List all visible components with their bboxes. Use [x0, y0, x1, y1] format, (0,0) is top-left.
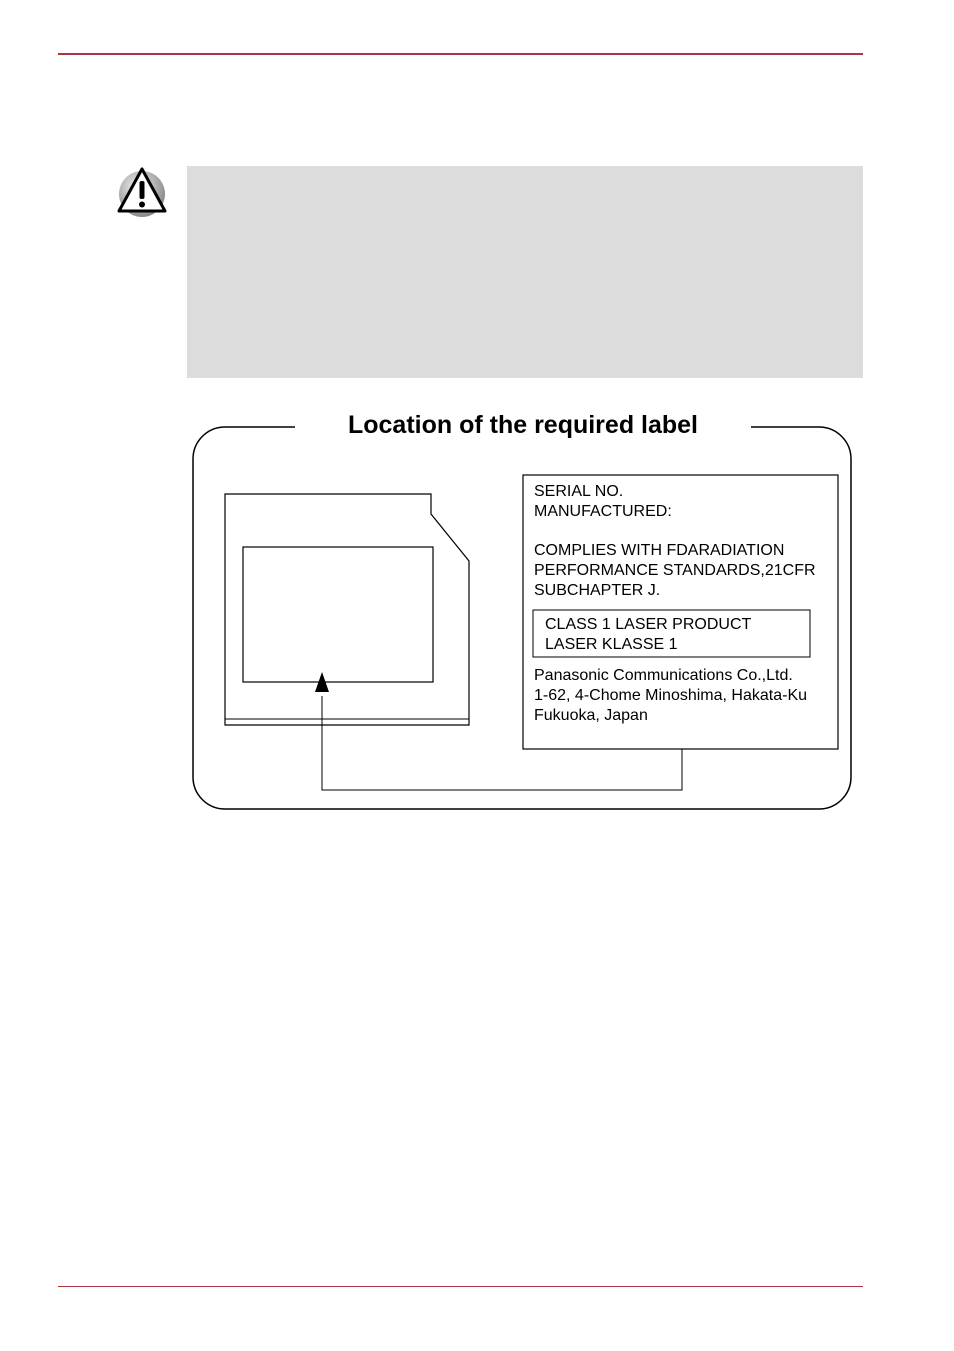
- label-location-figure: [190, 404, 854, 814]
- header-rule: [58, 53, 863, 55]
- manufactured-line: MANUFACTURED:: [534, 503, 672, 520]
- footer-rule: [58, 1286, 863, 1287]
- serial-line: SERIAL NO.: [534, 483, 624, 500]
- compliance-text: [534, 541, 816, 601]
- manufacturer-line: Panasonic Communications Co.,Ltd.: [534, 667, 793, 684]
- manufacturer-line: Fukuoka, Japan: [534, 707, 648, 724]
- class-text: [545, 615, 751, 655]
- figure-title: Location of the required label: [295, 410, 751, 440]
- class-line: CLASS 1 LASER PRODUCT: [545, 616, 752, 633]
- caution-box: [187, 166, 863, 378]
- manufacturer-line: 1-62, 4-Chome Minoshima, Hakata-Ku: [534, 687, 808, 704]
- manufacturer-text: [534, 666, 807, 726]
- label-area: [243, 547, 433, 682]
- compliance-line: PERFORMANCE STANDARDS,21CFR: [534, 562, 816, 579]
- compliance-line: SUBCHAPTER J.: [534, 582, 661, 599]
- compliance-line: COMPLIES WITH FDARADIATION: [534, 542, 785, 559]
- serial-manufactured-text: [534, 482, 672, 522]
- warning-icon: [116, 166, 168, 218]
- label-diagram: [190, 404, 854, 814]
- class-line: LASER KLASSE 1: [545, 636, 678, 653]
